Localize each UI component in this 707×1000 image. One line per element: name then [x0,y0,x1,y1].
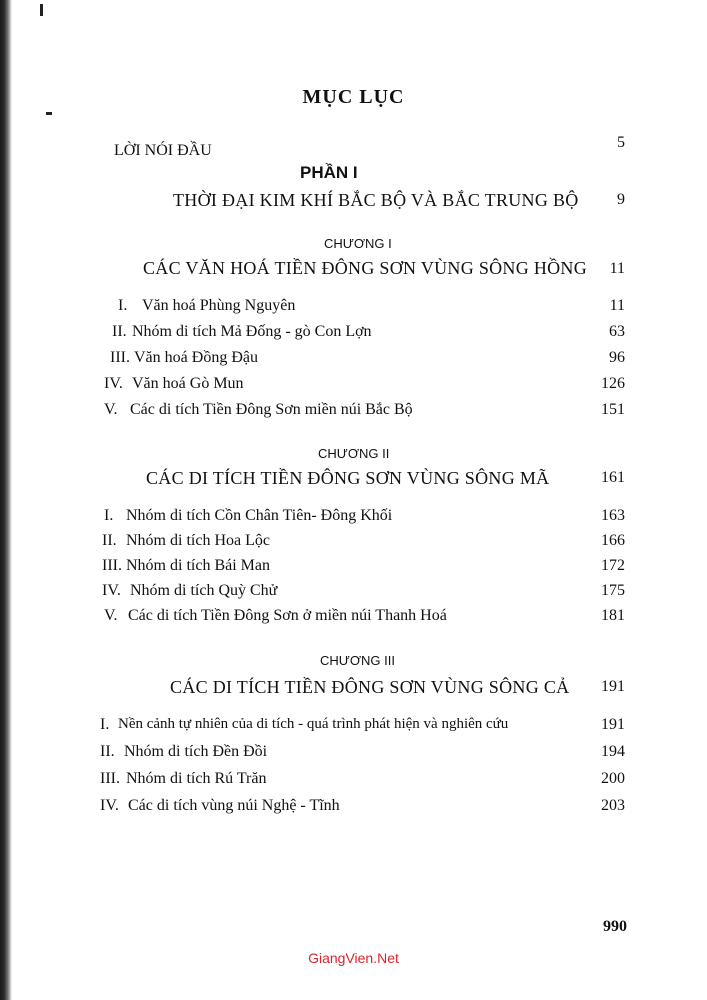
toc-entry-page: 172 [601,557,625,574]
toc-entry-title: Các di tích Tiền Đông Sơn miền núi Bắc Bộ [130,401,413,418]
chapter-page: 191 [601,678,625,695]
toc-entry-page: 181 [601,607,625,624]
toc-entry-page: 11 [609,297,625,314]
toc-entry-number: I. [100,716,110,733]
scan-mark [46,112,52,115]
chapter-page: 11 [609,260,625,277]
page-title: MỤC LỤC [302,86,405,108]
part-label: PHẦN I [300,163,358,182]
toc-entry-number: IV. [100,797,119,814]
chapter-label: CHƯƠNG I [324,236,392,251]
page-number: 990 [603,918,627,935]
watermark-text: GiangVien.Net [308,950,399,966]
toc-entry-page: 126 [601,375,625,392]
toc-entry-page: 194 [601,743,625,760]
chapter-label: CHƯƠNG III [320,653,395,668]
toc-entry-page: 96 [609,349,625,366]
toc-entry-title: Nhóm di tích Mả Đống - gò Con Lợn [132,323,372,340]
toc-entry-page: 63 [609,323,625,340]
part-page: 9 [617,191,625,208]
toc-entry-page: 151 [601,401,625,418]
toc-entry-page: 163 [601,507,625,524]
toc-entry-number: IV. [102,582,121,599]
toc-entry-number: V. [104,607,118,624]
chapter-label: CHƯƠNG II [318,446,390,461]
chapter-page: 161 [601,469,625,486]
toc-entry-number: II. [100,743,115,760]
chapter-title: CÁC DI TÍCH TIỀN ĐÔNG SƠN VÙNG SÔNG MÃ [146,468,550,488]
toc-entry-title: Văn hoá Đồng Đậu [134,349,258,366]
toc-entry-number: V. [104,401,118,418]
toc-entry-page: 175 [601,582,625,599]
toc-entry-title: Các di tích Tiền Đông Sơn ở miền núi Thanh Hoá [128,607,447,624]
toc-entry-title: Các di tích vùng núi Nghệ - Tĩnh [128,797,340,814]
toc-entry-title: Nhóm di tích Đền Đồi [124,743,268,760]
toc-entry-page: 191 [601,716,625,733]
toc-entry-title: Nhóm di tích Quỳ Chử [130,582,278,599]
chapter-title: CÁC VĂN HOÁ TIỀN ĐÔNG SƠN VÙNG SÔNG HỒNG [143,258,588,278]
preface-page: 5 [617,134,625,151]
toc-entry-title: Nhóm di tích Rú Trăn [126,770,267,787]
toc-entry-page: 166 [601,532,625,549]
toc-entry-title: Văn hoá Gò Mun [132,375,244,392]
page-binding-edge [0,0,12,1000]
preface-label: LỜI NÓI ĐẦU [114,142,212,159]
toc-entry-title: Nhóm di tích Bái Man [126,557,270,574]
toc-entry-title: Nhóm di tích Hoa Lộc [126,532,270,549]
toc-entry-number: III. [110,349,130,366]
toc-entry-page: 200 [601,770,625,787]
toc-entry-title: Nhóm di tích Cồn Chân Tiên- Đông Khối [126,507,393,524]
toc-entry-number: II. [102,532,117,549]
toc-entry-title: Văn hoá Phùng Nguyên [142,297,296,314]
toc-entry-title: Nền cảnh tự nhiên của di tích - quá trình phát hiện và nghiên cứu [118,716,509,732]
toc-entry-number: IV. [104,375,123,392]
toc-entry-number: III. [100,770,120,787]
part-title: THỜI ĐẠI KIM KHÍ BẮC BỘ VÀ BẮC TRUNG BỘ [173,190,579,210]
toc-entry-number: I. [104,507,114,524]
toc-entry-number: III. [102,557,122,574]
scan-mark [40,4,43,16]
chapter-title: CÁC DI TÍCH TIỀN ĐÔNG SƠN VÙNG SÔNG CẢ [170,677,570,697]
toc-entry-page: 203 [601,797,625,814]
toc-entry-number: II. [112,323,127,340]
toc-entry-number: I. [118,297,128,314]
